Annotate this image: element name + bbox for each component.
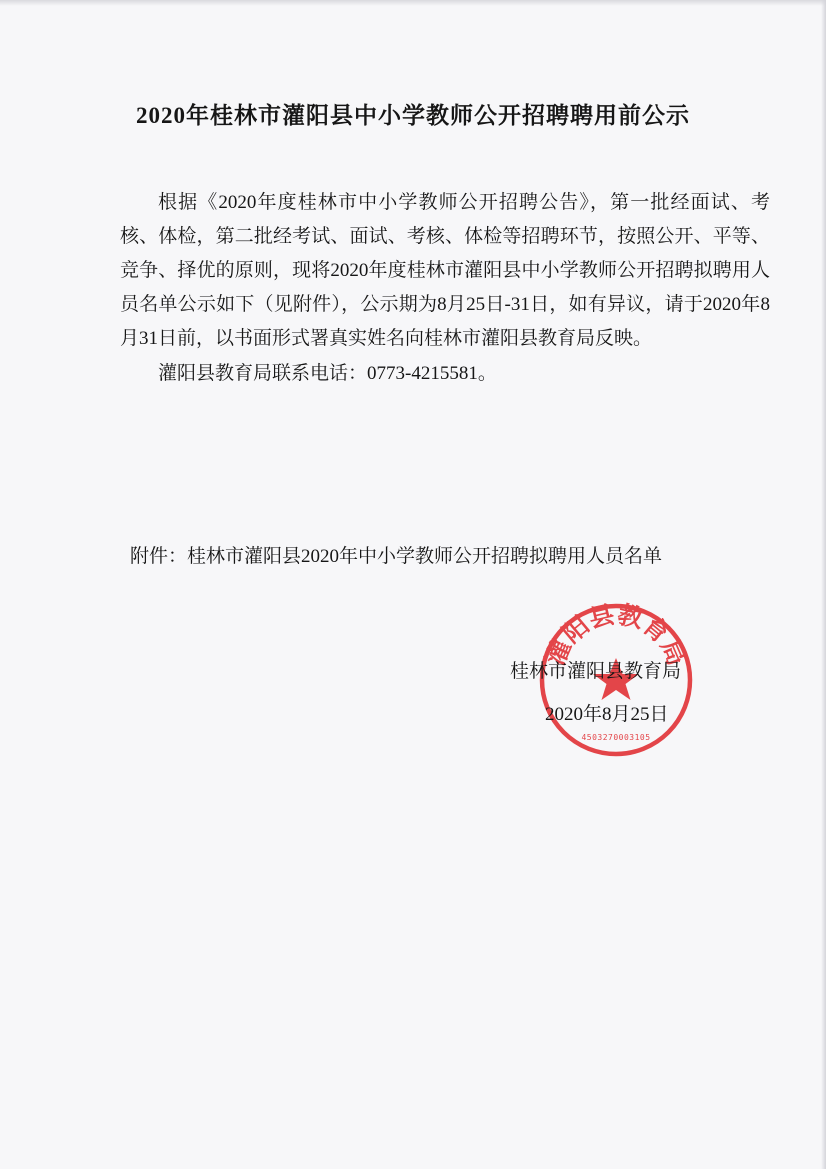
document-body (120, 186, 770, 391)
body-paragraph-main: 根据《2020年度桂林市中小学教师公开招聘公告》，第一批经面试、考核、体检，第二批经考试、面试、考核、体检等招聘环节，按照公开、平等、竞争、择优的原则，现将2020年度桂林市灌阳县中小学教师公开招聘拟聘用人员名单公示如下（见附件），公示期为8月25日-31日，如有异议，请于2020年8月31日前，以书面形式署真实姓名向桂林市灌阳县教育局反映。 (120, 192, 770, 349)
signer-organization: 桂林市灌阳县教育局 (510, 661, 682, 682)
attachment-line: 附件：桂林市灌阳县2020年中小学教师公开招聘拟聘用人员名单 (130, 546, 663, 567)
scan-edge-top (0, 0, 826, 6)
scan-edge-right (821, 0, 826, 1169)
body-paragraph-contact: 灌阳县教育局联系电话：0773-4215581。 (158, 363, 497, 384)
seal-serial: 4503270003105 (581, 733, 651, 742)
seal-text: 灌阳县教育局 (540, 600, 692, 670)
document-title: 2020年桂林市灌阳县中小学教师公开招聘聘用前公示 (136, 103, 690, 128)
signature-date: 2020年8月25日 (545, 704, 669, 725)
